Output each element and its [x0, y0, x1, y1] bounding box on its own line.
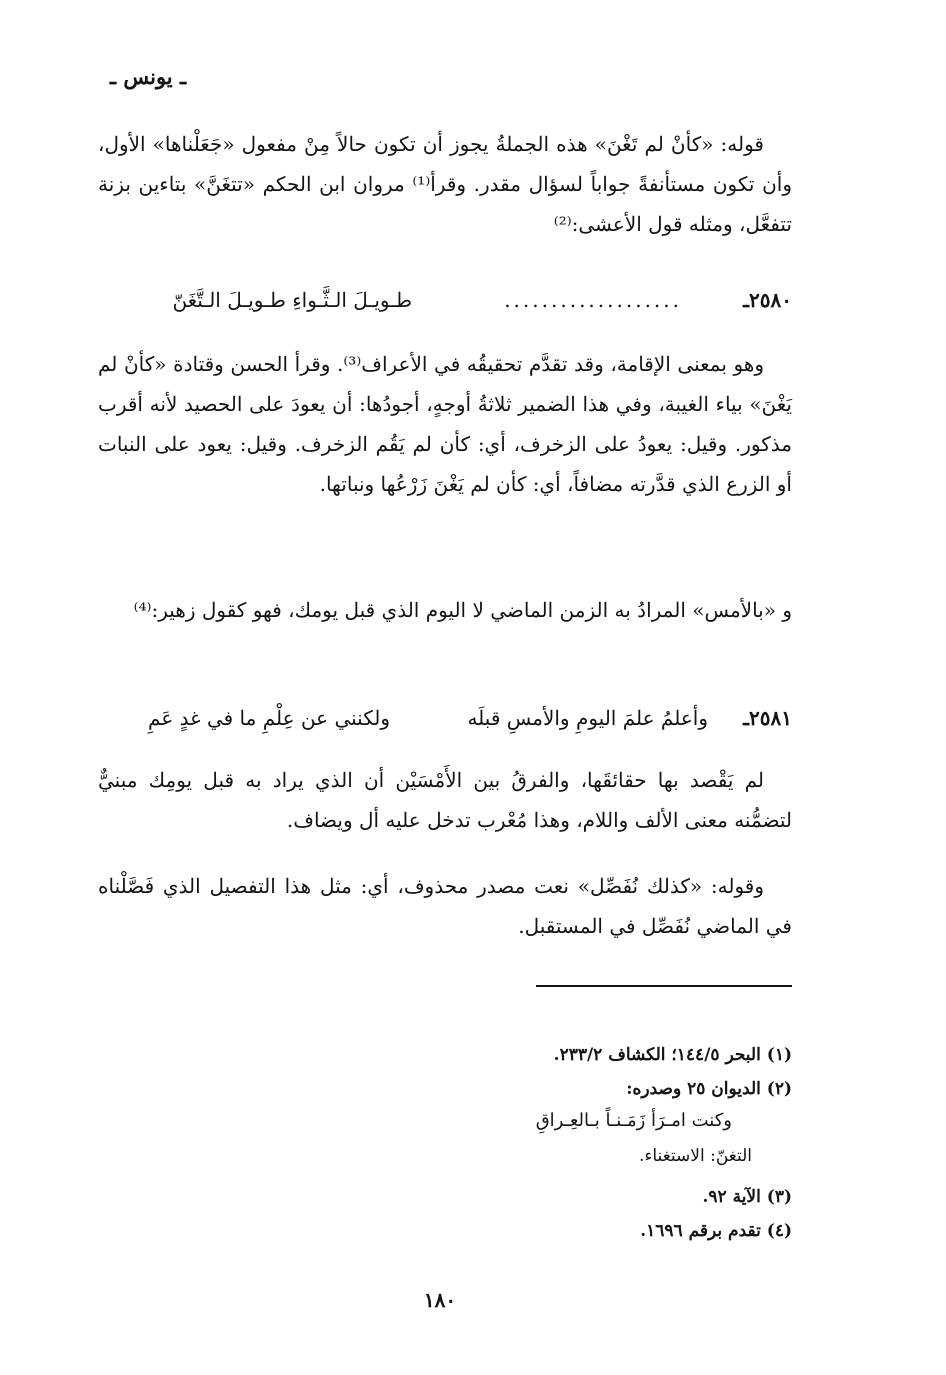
- verse-2581: [98, 698, 792, 738]
- footnote-4: (٤) تقدم برقم ١٦٩٦.: [640, 1221, 792, 1241]
- paragraph-5: وقوله: «كذلك نُفَصِّل» نعت مصدر محذوف، أي: مثل هذا التفصيل الذي فَصَّلْناه في الماضي نُفَصِّل في المستقبل.: [98, 874, 792, 938]
- footnote-3: (٣) الآية ٩٢.: [702, 1187, 792, 1207]
- running-header: ـ يونس ـ: [109, 64, 187, 89]
- verse-hemistich-2: ولكنني عن عِلْمِ ما في غدٍ عَمِ: [148, 706, 390, 730]
- page-number: ١٨٠: [423, 1288, 457, 1312]
- verse-dots: ...................: [504, 288, 682, 312]
- verse-2580: [98, 280, 792, 320]
- verse-number: ٢٥٨٠ـ: [743, 288, 792, 312]
- footnote-1: (١) البحر ١٤٤/٥؛ الكشاف ٢٣٣/٢.: [553, 1045, 792, 1065]
- verse-number: ٢٥٨١ـ: [743, 706, 792, 730]
- paragraph-3: و «بالأمس» المرادُ به الزمن الماضي لا اليوم الذي قبل يومك، فهو كقول زهير:⁽⁴⁾: [133, 598, 792, 622]
- paragraph-2: وهو بمعنى الإقامة، وقد تقدَّم تحقيقُه في الأعراف⁽³⁾. وقرأ الحسن وقتادة «كأنْ لم يَغْنَ» بياء الغيبة، وفي هذا الضمير ثلاثةُ أوجهٍ، أجودُها: أن يعودَ على الحصيد لأنه أقرب مذكور. وقيل: يعودُ على الزخرف، أي: كأن لم يَقُم الزخرف. وقيل: يعود على النبات أو الزرع الذي قدَّرته مضافاً، أي: كأن لم يَغْنَ زَرْعُها ونباتها.: [98, 352, 792, 496]
- footnote-2-gloss: التغنّ: الاستغناء.: [638, 1146, 752, 1166]
- footnote-2: (٢) الديوان ٢٥ وصدره:: [626, 1079, 792, 1099]
- footnote-2-verse: وكنت امـرَأ زَمَـنـاً بـالعِـراقِ: [535, 1110, 732, 1131]
- verse-hemistich-1: وأعلمُ علمَ اليومِ والأمسِ قبلَه: [467, 706, 708, 730]
- paragraph-4: لم يَقْصد بها حقائقَها، والفرقُ بين الأَمْسَيْن أن الذي يراد به قبل يومِك مبنيٌّ لتضمُّنه معنى الألف واللام، وهذا مُعْرب تدخل عليه أل ويضاف.: [98, 768, 792, 832]
- footnote-divider: [536, 985, 792, 987]
- verse-hemistich-1: طـويـلَ الـثَّـواءِ طـويـلَ الـتَّغَنّ: [172, 288, 412, 312]
- paragraph-1: قوله: «كأنْ لم تَغْنَ» هذه الجملةُ يجوز أن تكون حالاً مِنْ مفعول «جَعَلْناها» الأول، وأن تكون مستأنفةً جواباً لسؤال مقدر. وقرأ⁽¹⁾ مروان ابن الحكم «تتغَنَّ» بتاءين بزنة تتفعَّل، ومثله قول الأعشى:⁽²⁾: [98, 132, 792, 236]
